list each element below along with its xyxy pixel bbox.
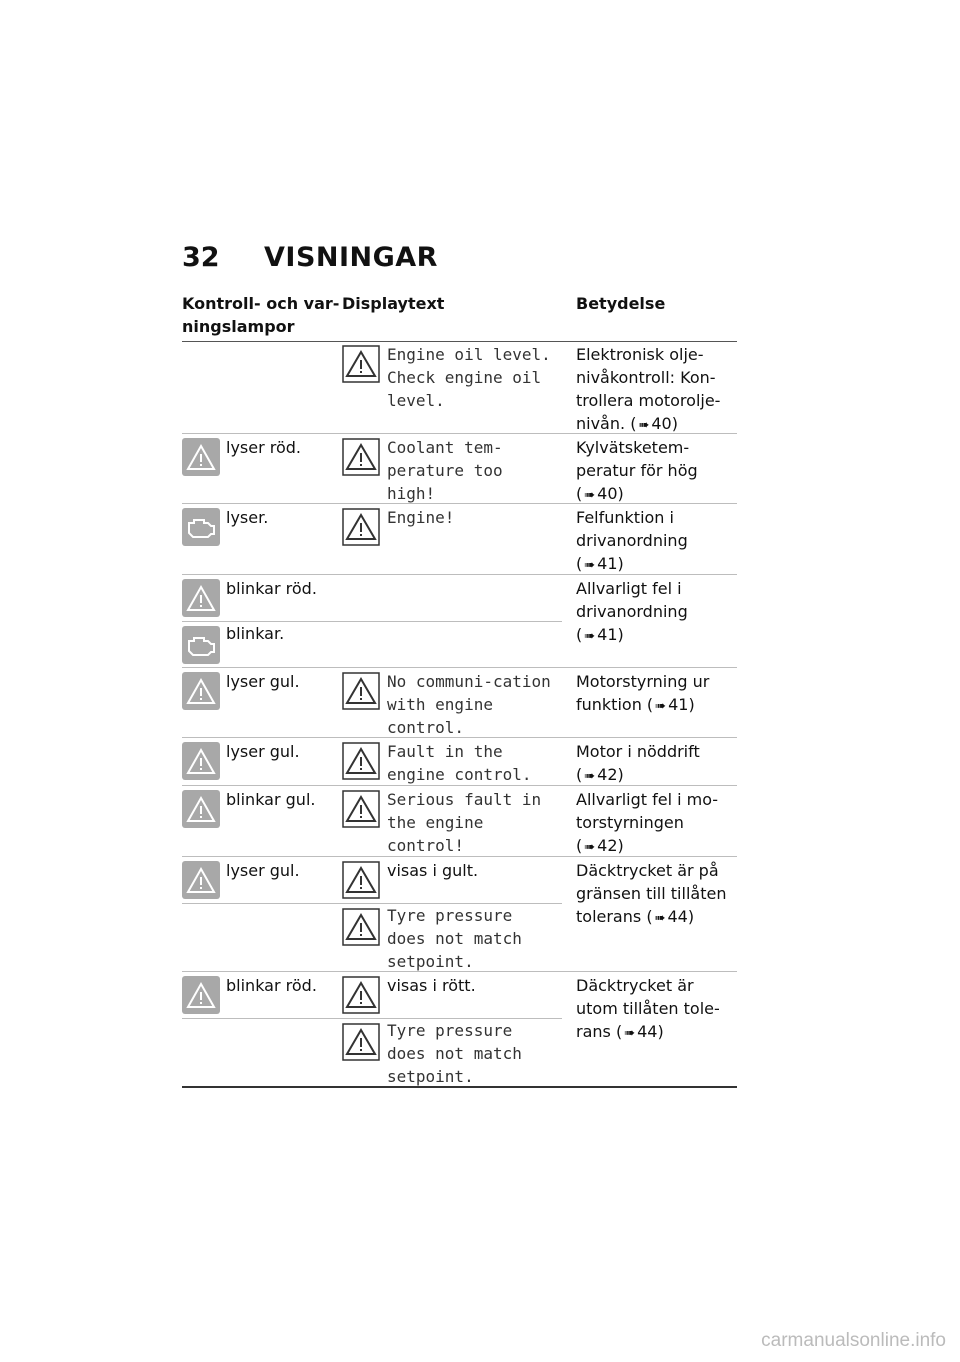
- display-text: Serious fault in the engine control!: [387, 790, 542, 855]
- page-reference: 41): [668, 695, 695, 714]
- display-text: No communi-cation with engine control.: [387, 672, 551, 737]
- warning-triangle-icon: [342, 1023, 380, 1061]
- lamp-state: lyser.: [226, 508, 269, 527]
- warning-lamp-icon: [182, 861, 220, 899]
- page-reference: 44): [637, 1022, 664, 1041]
- warning-lamp-icon: [182, 790, 220, 828]
- lamp-state: lyser gul.: [226, 672, 300, 691]
- warning-lamp-icon: [182, 438, 220, 476]
- engine-lamp-icon: [182, 508, 220, 546]
- page-header: [182, 242, 438, 273]
- lamp-state: blinkar gul.: [226, 790, 316, 809]
- page-reference-arrow-icon: ➠: [584, 629, 596, 644]
- page-reference-arrow-icon: ➠: [624, 1026, 636, 1041]
- display-text: Tyre pressure does not match setpoint.: [387, 1021, 522, 1086]
- page-reference-arrow-icon: ➠: [584, 558, 596, 573]
- display-text: visas i gult.: [387, 861, 479, 880]
- meaning-text: Däcktrycket är på gränsen till tillåten tolerans ( ➠ 44): [576, 859, 736, 930]
- page-reference: 41): [597, 554, 624, 573]
- watermark-text: carmanualsonline.info: [761, 1330, 946, 1351]
- column-header-meaning: Betydelse: [576, 294, 666, 313]
- page-reference: 41): [597, 625, 624, 644]
- page-reference: 44): [667, 907, 695, 926]
- lamp-state: lyser gul.: [226, 742, 300, 761]
- page-reference: 42): [597, 765, 624, 784]
- meaning-text: Kylvätsketem-peratur för hög ( ➠ 40): [576, 436, 736, 507]
- warning-lamp-icon: [182, 742, 220, 780]
- meaning-text: Däcktrycket är utom tillåten tole-rans ( ➠ 44): [576, 974, 736, 1045]
- warning-triangle-icon: [342, 908, 380, 946]
- meaning-text: Allvarligt fel i drivanordning ( ➠ 41): [576, 577, 736, 648]
- lamp-state: blinkar röd.: [226, 579, 317, 598]
- header-rule: [182, 341, 737, 342]
- page-reference: 40): [597, 484, 624, 503]
- warning-lamp-icon: [182, 579, 220, 617]
- lamp-state: lyser gul.: [226, 861, 300, 880]
- display-text: Engine!: [387, 508, 455, 527]
- row-divider: [182, 667, 737, 668]
- page-reference-arrow-icon: ➠: [638, 418, 650, 433]
- warning-triangle-icon: [342, 508, 380, 546]
- display-text: visas i rött.: [387, 976, 476, 995]
- display-text: Tyre pressure does not match setpoint.: [387, 906, 522, 971]
- display-text: Engine oil level. Check engine oil level.: [387, 345, 551, 410]
- warning-triangle-icon: [342, 742, 380, 780]
- warning-triangle-icon: [342, 861, 380, 899]
- warning-triangle-icon: [342, 345, 380, 383]
- page-reference-arrow-icon: ➠: [584, 769, 596, 784]
- page-reference-arrow-icon: ➠: [584, 488, 596, 503]
- engine-lamp-icon: [182, 626, 220, 664]
- page-reference-arrow-icon: ➠: [655, 699, 667, 714]
- page-reference: 42): [597, 836, 624, 855]
- lamp-state: blinkar röd.: [226, 976, 317, 995]
- display-text: Coolant tem-perature too high!: [387, 438, 503, 503]
- warning-triangle-icon: [342, 790, 380, 828]
- warning-lamp-icon: [182, 976, 220, 1014]
- page-number: 32: [182, 242, 220, 273]
- page-reference: 40): [651, 414, 678, 433]
- warning-lamp-icon: [182, 672, 220, 710]
- chapter-title: VISNINGAR: [264, 242, 438, 273]
- meaning-text: Elektronisk olje-nivåkontroll: Kon-trollera motorolje-nivån. ( ➠ 40): [576, 343, 736, 437]
- lamp-state: blinkar.: [226, 624, 285, 643]
- page-reference-arrow-icon: ➠: [654, 911, 666, 926]
- meaning-text: Motor i nöddrift ( ➠ 42): [576, 740, 736, 788]
- column-header-display: Displaytext: [342, 294, 445, 313]
- column-header-lamps: Kontroll- och var-ningslampor: [182, 294, 340, 336]
- warning-triangle-icon: [342, 438, 380, 476]
- display-text: Fault in the engine control.: [387, 742, 532, 784]
- warning-triangle-icon: [342, 672, 380, 710]
- page-reference-arrow-icon: ➠: [584, 840, 596, 855]
- meaning-text: Felfunktion i drivanordning ( ➠ 41): [576, 506, 736, 577]
- meaning-text: Allvarligt fel i mo-torstyrningen ( ➠ 42): [576, 788, 736, 859]
- warning-triangle-icon: [342, 976, 380, 1014]
- lamp-state: lyser röd.: [226, 438, 302, 457]
- meaning-text: Motorstyrning ur funktion ( ➠ 41): [576, 670, 736, 718]
